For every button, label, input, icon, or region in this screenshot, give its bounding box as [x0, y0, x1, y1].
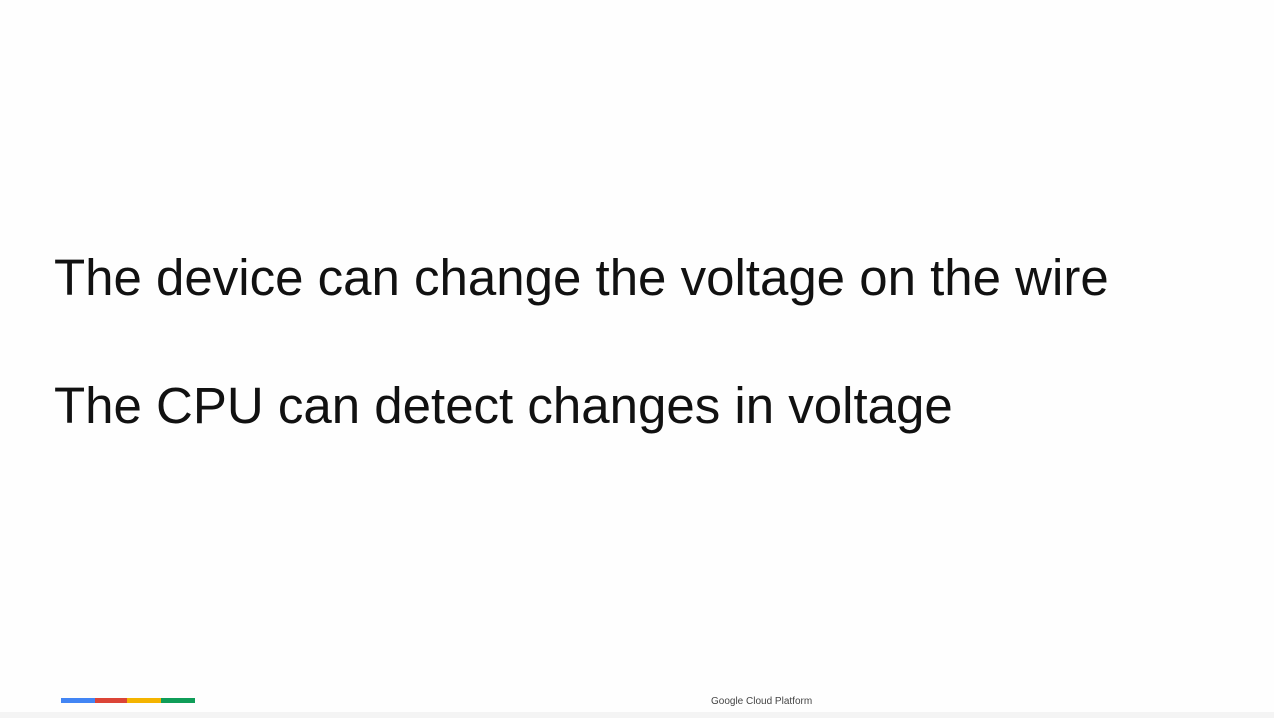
brand-bar-blue-segment — [61, 698, 95, 703]
slide-bottom-edge — [0, 712, 1274, 718]
footer-brand-text: Google Cloud Platform — [711, 696, 813, 707]
brand-bar-yellow-segment — [127, 698, 161, 703]
brand-bar-red-segment — [95, 698, 127, 703]
brand-color-bar — [61, 698, 195, 703]
slide-text-line-1: The device can change the voltage on the wire — [54, 249, 1109, 306]
brand-bar-green-segment — [161, 698, 195, 703]
slide-text-line-2: The CPU can detect changes in voltage — [54, 377, 953, 434]
